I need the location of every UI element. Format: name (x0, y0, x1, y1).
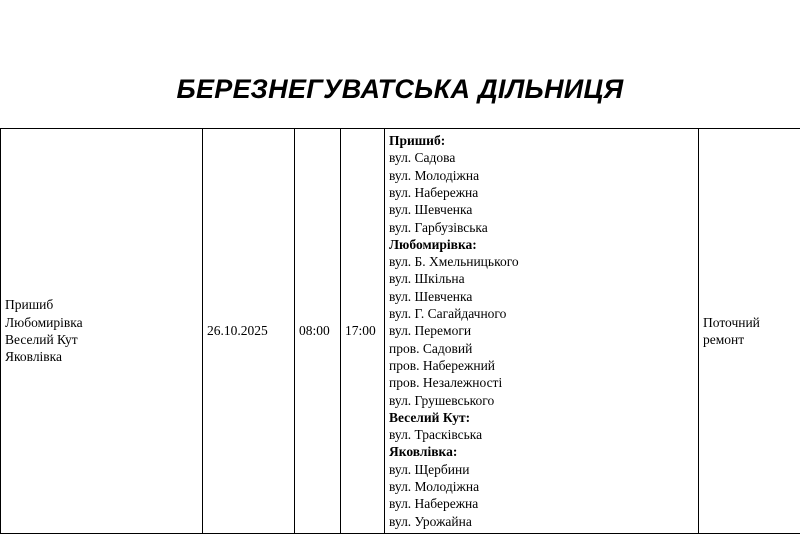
street-name: вул. Молодіжна (389, 479, 480, 495)
settlements-cell (1, 129, 203, 534)
settlement-name: Пришиб (5, 297, 54, 313)
street-name: пров. Незалежності (389, 375, 503, 391)
end-time: 17:00 (345, 323, 376, 339)
street-name: вул. Шевченка (389, 202, 473, 218)
outage-schedule-table (0, 128, 800, 534)
settlement-name: Любомирівка (5, 314, 83, 330)
reason-text: Поточний (703, 314, 760, 330)
street-name: пров. Садовий (389, 340, 473, 356)
street-name: вул. Грушевського (389, 392, 495, 408)
settlement-name: Веселий Кут (5, 332, 78, 347)
reason-cell (699, 129, 800, 534)
reason-text: ремонт (703, 332, 745, 347)
street-name: вул. Шевченка (389, 288, 473, 304)
end-time-cell (341, 129, 385, 534)
outage-date: 26.10.2025 (207, 323, 268, 339)
street-name: вул. Щербини (389, 461, 470, 477)
streets-list (389, 132, 694, 530)
street-name: вул. Перемоги (389, 323, 472, 339)
settlement-heading: Яковлівка: (389, 444, 458, 460)
street-name: вул. Молодіжна (389, 167, 480, 183)
date-cell (203, 129, 295, 534)
document-title: БЕРЕЗНЕГУВАТСЬКА ДІЛЬНИЦЯ (176, 74, 624, 104)
street-name: вул. Садова (389, 150, 456, 166)
work-reason (703, 314, 796, 349)
street-name: пров. Набережний (389, 357, 496, 373)
settlements-list (5, 296, 198, 365)
settlement-heading: Веселий Кут: (389, 409, 471, 425)
street-name: вул. Гарбузівська (389, 219, 488, 235)
settlement-heading: Любомирівка: (389, 236, 477, 252)
street-name: вул. Шкільна (389, 271, 465, 287)
streets-cell (385, 129, 699, 534)
street-name: вул. Б. Хмельницького (389, 254, 519, 270)
start-time: 08:00 (299, 323, 330, 339)
street-name: вул. Трасківська (389, 427, 483, 443)
street-name: вул. Урожайна (389, 513, 472, 529)
settlement-heading: Пришиб: (389, 133, 446, 149)
settlement-name: Яковлівка (5, 349, 63, 365)
street-name: вул. Г. Сагайдачного (389, 306, 507, 322)
start-time-cell (295, 129, 341, 534)
street-name: вул. Набережна (389, 496, 479, 512)
table-row (1, 129, 800, 534)
street-name: вул. Набережна (389, 184, 479, 200)
